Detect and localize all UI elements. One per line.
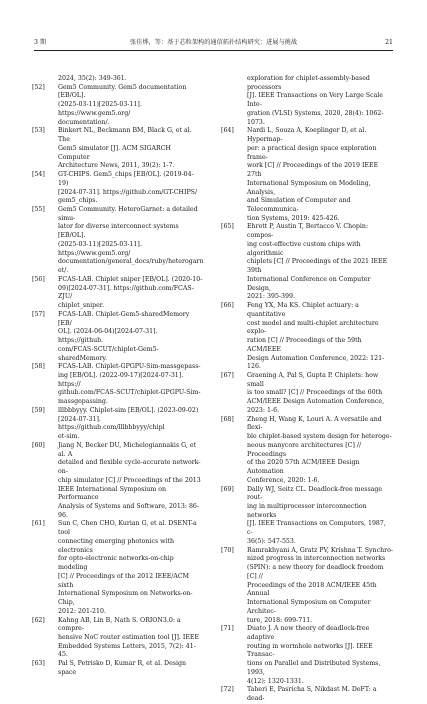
reference-line bbox=[32, 171, 204, 188]
reference-number: [58] bbox=[32, 363, 45, 371]
reference-number: [55] bbox=[32, 206, 45, 214]
reference-text: et-sim. bbox=[58, 433, 80, 441]
reference-text: lllbbbyyy. Chiplet-sim [EB/OL]. (2023-09-02) bbox=[58, 406, 199, 414]
reference-text: ing cost-effective custom chips with algorithmic bbox=[247, 240, 361, 257]
reference-text: FCAS-LAB. Chiplet-Gem5-sharedMemory [EB/ bbox=[58, 310, 190, 327]
reference-number bbox=[32, 477, 58, 486]
reference-line bbox=[221, 241, 393, 258]
reference-number bbox=[221, 433, 247, 442]
reference-number bbox=[221, 660, 247, 677]
reference-line bbox=[221, 617, 393, 626]
reference-line bbox=[32, 660, 204, 677]
reference-text: gration (VLSI) Systems, 2020, 28(4): 1062-1073. bbox=[247, 109, 384, 126]
reference-number: [67] bbox=[221, 371, 234, 379]
reference-line bbox=[221, 75, 393, 92]
reference-line bbox=[32, 538, 204, 555]
reference-line bbox=[221, 215, 393, 224]
reference-number bbox=[221, 215, 247, 224]
reference-number: [60] bbox=[32, 441, 45, 449]
reference-line bbox=[32, 346, 204, 363]
reference-line bbox=[221, 398, 393, 407]
reference-number bbox=[221, 503, 247, 520]
reference-line bbox=[32, 442, 204, 459]
reference-text: Gem5 simulator [J]. ACM SIGARCH Computer bbox=[58, 144, 171, 161]
reference-line bbox=[221, 459, 393, 476]
reference-text: (2025-03-11)[2025-03-11]. https://www.gem5.org/ bbox=[58, 240, 142, 257]
reference-text: and Simulation of Computer and Telecommunica- bbox=[247, 197, 351, 214]
reference-line bbox=[221, 320, 393, 337]
reference-number bbox=[221, 92, 247, 109]
reference-number bbox=[221, 538, 247, 547]
reference-number: [62] bbox=[32, 616, 45, 624]
reference-number bbox=[32, 119, 58, 128]
reference-line bbox=[32, 285, 204, 302]
header-rule bbox=[34, 50, 393, 51]
reference-number bbox=[221, 459, 247, 476]
reference-line bbox=[32, 477, 204, 486]
reference-line bbox=[221, 145, 393, 162]
reference-line bbox=[221, 643, 393, 660]
reference-line bbox=[32, 101, 204, 118]
reference-number bbox=[32, 398, 58, 407]
references-left-column bbox=[32, 75, 204, 678]
reference-line bbox=[32, 75, 204, 84]
reference-line bbox=[32, 84, 204, 101]
page-number: 21 bbox=[385, 39, 393, 46]
reference-number: [63] bbox=[32, 660, 45, 668]
reference-text: (2025-03-11)[2025-03-11]. https://www.gem5.org/ bbox=[58, 101, 142, 117]
reference-text: neous manycore architectures [C] // Proceedings bbox=[247, 441, 362, 458]
reference-line bbox=[221, 372, 393, 389]
reference-line bbox=[221, 555, 393, 564]
reference-text: GT-CHIPS. Gem5_chips [EB/OL]. (2019-04-19) bbox=[58, 171, 194, 187]
reference-number bbox=[32, 643, 58, 660]
reference-line bbox=[32, 407, 204, 416]
reference-line bbox=[221, 389, 393, 398]
reference-line bbox=[32, 573, 204, 590]
reference-text: 4(12): 1320-1331. bbox=[247, 677, 304, 685]
reference-number: [70] bbox=[221, 546, 234, 554]
reference-number bbox=[32, 555, 58, 572]
reference-line bbox=[32, 590, 204, 607]
reference-line bbox=[32, 372, 204, 389]
reference-line bbox=[221, 110, 393, 127]
reference-line bbox=[32, 416, 204, 433]
reference-number: [64] bbox=[221, 127, 234, 135]
reference-text: of the 2020 57th ACM/IEEE Design Automation bbox=[247, 459, 360, 476]
reference-text: exploration for chiplet-assembly-based processors bbox=[247, 75, 370, 91]
reference-number bbox=[221, 293, 247, 302]
reference-line bbox=[32, 162, 204, 171]
reference-text: Taheri E, Pasricha S, Nikdast M. DeFT: a dead- bbox=[247, 686, 377, 703]
reference-number: [65] bbox=[221, 223, 234, 231]
reference-line bbox=[32, 608, 204, 617]
reference-number bbox=[221, 337, 247, 354]
reference-text: Sun C, Chen CHO, Kurian G, et al. DSENT-a tool bbox=[58, 520, 197, 537]
reference-text: com/FCAS-SCUT/chiplet-Gem5-sharedMemory. bbox=[58, 345, 159, 362]
reference-line bbox=[221, 564, 393, 581]
reference-line bbox=[32, 311, 204, 328]
reference-text: Feng YX, Ma KS. Chiplet actuary: a quantitative bbox=[247, 302, 359, 318]
reference-line bbox=[221, 503, 393, 520]
reference-text: Design Automation Conference, 2022: 121-126. bbox=[247, 354, 385, 371]
reference-number bbox=[221, 477, 247, 486]
reference-text: International Conference on Computer Design, bbox=[247, 275, 371, 292]
reference-text: detailed and flexible cycle-accurate network-on- bbox=[58, 459, 201, 476]
reference-number bbox=[221, 643, 247, 660]
reference-line bbox=[221, 302, 393, 319]
reference-number: [56] bbox=[32, 275, 45, 283]
reference-line bbox=[221, 293, 393, 302]
reference-text: 2021: 395-399. bbox=[247, 293, 295, 301]
reference-text: chiplet_sniper. bbox=[58, 302, 105, 310]
running-title: 张佳烨，等：基于芯粒架构的通信拓扑结构研究：进展与挑战 bbox=[129, 39, 298, 46]
reference-line bbox=[32, 197, 204, 206]
page-header bbox=[34, 37, 393, 49]
reference-line bbox=[32, 241, 204, 258]
reference-text: ing [EB/OL]. (2022-09-17)[2024-07-31]. https:// bbox=[58, 371, 184, 388]
reference-number bbox=[32, 416, 58, 433]
reference-text: [2024-07-31]. https://github.com/lllbbbyyy/chipl bbox=[58, 415, 165, 432]
reference-line bbox=[221, 276, 393, 293]
reference-text: Jiang N, Becker DU, Michelogiannakis G, et al. A bbox=[58, 441, 197, 458]
reference-number: [57] bbox=[32, 310, 45, 318]
reference-text: documentation/. bbox=[58, 118, 110, 126]
reference-number bbox=[32, 389, 58, 398]
reference-text: Proceedings of the 2018 ACM/IEEE 45th Annual bbox=[247, 581, 377, 598]
reference-text: documentation/general_docs/ruby/heterogarnet/. bbox=[58, 258, 204, 275]
reference-text: International Symposium on Computer Architec- bbox=[247, 599, 371, 615]
reference-line bbox=[32, 119, 204, 128]
reference-number bbox=[221, 389, 247, 398]
reference-text: github.com/FCAS-SCUT/chiplet-GPGPU-Sim- bbox=[58, 389, 201, 397]
reference-line bbox=[32, 206, 204, 223]
reference-number bbox=[221, 407, 247, 416]
reference-line bbox=[221, 625, 393, 642]
reference-text: International Symposium on Modeling, Analysis, bbox=[247, 179, 371, 196]
reference-text: 2023: 1-6. bbox=[247, 406, 280, 414]
reference-text: chiplets [C] // Proceedings of the 2021 IEEE 39th bbox=[247, 258, 388, 275]
reference-text: 36(5): 547-553. bbox=[247, 537, 296, 545]
reference-number bbox=[32, 75, 58, 84]
reference-line bbox=[221, 520, 393, 537]
reference-text: 09)[2024-07-31]. https://github.com/FCAS-ZJU/ bbox=[58, 284, 194, 301]
reference-line bbox=[32, 634, 204, 643]
reference-line bbox=[32, 617, 204, 634]
reference-line bbox=[221, 223, 393, 240]
reference-line bbox=[221, 180, 393, 197]
reference-line bbox=[32, 555, 204, 572]
reference-text: Pal S, Petrisko D, Kumar R, et al. Design space bbox=[58, 660, 186, 676]
reference-line bbox=[32, 223, 204, 240]
reference-text: ture, 2018: 699-711. bbox=[247, 616, 313, 624]
reference-line bbox=[221, 355, 393, 372]
reference-text: Zheng H, Wang K, Louri A. A versatile and flexi- bbox=[247, 415, 382, 432]
reference-number: [72] bbox=[221, 686, 234, 694]
reference-text: OL]. (2024-06-04)[2024-07-31]. https://github. bbox=[58, 328, 158, 345]
reference-line bbox=[32, 503, 204, 520]
reference-number: [52] bbox=[32, 83, 45, 91]
reference-text: Graening A, Pal S, Gupta P. Chiplets: how small bbox=[247, 371, 379, 388]
reference-text: 2024, 35(2): 349-361. bbox=[58, 75, 127, 82]
reference-number bbox=[221, 320, 247, 337]
reference-number bbox=[32, 189, 58, 198]
reference-text: Nardi L, Souza A, Koeplinger D, et al. Hypermap- bbox=[247, 127, 367, 144]
reference-text: Analysis of Systems and Software, 2013: 86-96. bbox=[58, 502, 200, 519]
reference-line bbox=[221, 477, 393, 486]
reference-number: [53] bbox=[32, 127, 45, 135]
reference-text: IEEE International Symposium on Performance bbox=[58, 485, 167, 502]
reference-number bbox=[221, 617, 247, 626]
reference-number bbox=[32, 608, 58, 617]
reference-line bbox=[221, 660, 393, 677]
reference-number: [59] bbox=[32, 406, 45, 414]
reference-text: chip simulator [C] // Proceedings of the 2013 bbox=[58, 476, 201, 484]
reference-text: ACM/IEEE Design Automation Conference, bbox=[247, 398, 385, 406]
reference-line bbox=[32, 486, 204, 503]
reference-text: Dally WJ, Seitz CL. Deadlock-free message rout- bbox=[247, 485, 383, 502]
reference-text: Gem5 Community. HeteroGarnet: a detailed simu- bbox=[58, 206, 198, 222]
reference-text: Ehrett P, Austin T, Bertacco V. Chopin: compos- bbox=[247, 223, 369, 240]
reference-text: work [C] // Proceedings of the 2019 IEEE 27th bbox=[247, 162, 379, 179]
reference-number bbox=[221, 678, 247, 687]
reference-number bbox=[221, 258, 247, 275]
reference-text: per: a practical design space exploration frame- bbox=[247, 144, 377, 161]
reference-text: cost model and multi-chiplet architecture explo- bbox=[247, 319, 379, 336]
reference-line bbox=[221, 127, 393, 144]
reference-text: [2024-07-31]. https://github.com/GT-CHIPS/ bbox=[58, 188, 198, 196]
reference-text: massgepassing. bbox=[58, 398, 108, 406]
reference-line bbox=[32, 302, 204, 311]
reference-number bbox=[221, 442, 247, 459]
reference-line bbox=[32, 127, 204, 144]
reference-text: lator for diverse interconnect systems [EB/OL]. bbox=[58, 223, 179, 240]
reference-line bbox=[221, 599, 393, 616]
reference-number bbox=[221, 398, 247, 407]
reference-text: nized progress in interconnection networks bbox=[247, 555, 386, 563]
reference-line bbox=[32, 258, 204, 275]
reference-text: Architecture News, 2011, 39(2): 1-7. bbox=[58, 162, 175, 170]
reference-line bbox=[221, 678, 393, 687]
reference-text: tion Systems, 2019: 425-426. bbox=[247, 214, 340, 222]
reference-text: for opto-electronic networks-on-chip modeling bbox=[58, 555, 174, 572]
reference-text: 2012: 201-210. bbox=[58, 607, 106, 615]
reference-text: FCAS-LAB. Chiplet sniper [EB/OL]. (2020-10- bbox=[58, 275, 203, 283]
reference-number bbox=[221, 355, 247, 372]
reference-number bbox=[221, 582, 247, 599]
reference-text: is too small? [C] // Proceedings of the 60th bbox=[247, 389, 383, 397]
reference-text: Conference, 2020: 1-6. bbox=[247, 476, 320, 484]
reference-line bbox=[32, 433, 204, 442]
reference-text: ing in multiprocessor interconnection networks bbox=[247, 502, 367, 519]
reference-number: [61] bbox=[32, 520, 45, 528]
reference-line bbox=[221, 197, 393, 214]
reference-text: ble chiplet-based system design for heteroge- bbox=[247, 433, 392, 441]
reference-text: Duato J. A new theory of deadlock-free adaptive bbox=[247, 625, 370, 641]
reference-text: Kahng AB, Lin B, Nath S. ORION3.0: a compre- bbox=[58, 616, 181, 633]
reference-text: hensive NoC router estimation tool [J]. IEEE bbox=[58, 634, 200, 641]
reference-line bbox=[32, 520, 204, 537]
reference-text: routing in wormhole networks [J]. IEEE Transac- bbox=[247, 642, 373, 659]
reference-number bbox=[32, 372, 58, 389]
reference-number bbox=[221, 276, 247, 293]
reference-number bbox=[32, 573, 58, 590]
reference-number bbox=[32, 223, 58, 240]
issue-number: 3 期 bbox=[34, 39, 47, 46]
reference-text: gem5_chips. bbox=[58, 197, 98, 205]
reference-line bbox=[32, 328, 204, 345]
references-right-column bbox=[221, 75, 393, 704]
reference-number bbox=[32, 258, 58, 275]
reference-number bbox=[221, 110, 247, 127]
reference-number bbox=[221, 75, 247, 92]
reference-line bbox=[221, 582, 393, 599]
reference-line bbox=[221, 407, 393, 416]
reference-line bbox=[32, 459, 204, 476]
reference-number bbox=[221, 241, 247, 258]
reference-number bbox=[32, 433, 58, 442]
reference-number bbox=[221, 180, 247, 197]
reference-number bbox=[32, 285, 58, 302]
reference-number: [54] bbox=[32, 171, 45, 179]
reference-number bbox=[221, 555, 247, 564]
reference-line bbox=[221, 258, 393, 275]
reference-line bbox=[221, 433, 393, 442]
reference-number bbox=[221, 162, 247, 179]
reference-text: connecting emerging photonics with electronics bbox=[58, 537, 175, 554]
reference-text: FCAS-LAB. Chiplet-GPGPU-Sim-massgepass- bbox=[58, 363, 201, 371]
reference-number: [69] bbox=[221, 485, 234, 493]
reference-text: Gem5 Community. Gem5 documentation [EB/OL]. bbox=[58, 83, 187, 100]
reference-text: Embedded Systems Letters, 2015, 7(2): 41-45. bbox=[58, 642, 196, 659]
reference-number bbox=[221, 564, 247, 581]
reference-number bbox=[221, 197, 247, 214]
reference-number: [71] bbox=[221, 625, 234, 633]
reference-number bbox=[32, 241, 58, 258]
reference-line bbox=[221, 92, 393, 109]
reference-text: ration [C] // Proceedings of the 59th ACM/IEEE bbox=[247, 337, 362, 353]
reference-line bbox=[32, 189, 204, 198]
reference-number bbox=[32, 503, 58, 520]
reference-number bbox=[32, 486, 58, 503]
reference-number bbox=[32, 346, 58, 363]
reference-line bbox=[221, 547, 393, 556]
reference-line bbox=[32, 398, 204, 407]
reference-line bbox=[221, 538, 393, 547]
reference-number bbox=[221, 599, 247, 616]
reference-line bbox=[221, 442, 393, 459]
reference-text: Binkert NL, Beckmann BM, Black G, et al. The bbox=[58, 127, 192, 144]
reference-number bbox=[32, 197, 58, 206]
reference-line bbox=[32, 145, 204, 162]
reference-number bbox=[32, 328, 58, 345]
reference-line bbox=[221, 162, 393, 179]
reference-number bbox=[221, 520, 247, 537]
reference-text: [J]. IEEE Transactions on Very Large Scale Inte- bbox=[247, 92, 384, 109]
reference-line bbox=[221, 486, 393, 503]
reference-number bbox=[32, 101, 58, 118]
reference-line bbox=[32, 276, 204, 285]
reference-line bbox=[221, 337, 393, 354]
reference-text: [C] // Proceedings of the 2012 IEEE/ACM sixth bbox=[58, 572, 190, 589]
reference-number bbox=[32, 590, 58, 607]
reference-line bbox=[32, 363, 204, 372]
reference-number bbox=[32, 459, 58, 476]
reference-number: [66] bbox=[221, 302, 234, 310]
reference-text: tions on Parallel and Distributed Systems, 1993, bbox=[247, 660, 381, 676]
reference-number bbox=[32, 634, 58, 643]
reference-text: (SPIN): a new theory for deadlock freedom [C] // bbox=[247, 564, 384, 580]
reference-text: [J]. IEEE Transactions on Computers, 1987, c- bbox=[247, 520, 386, 537]
reference-number bbox=[32, 302, 58, 311]
reference-line bbox=[32, 389, 204, 398]
reference-number: [68] bbox=[221, 415, 234, 423]
reference-line bbox=[32, 643, 204, 660]
reference-text: International Symposium on Networks-on-Chip, bbox=[58, 590, 193, 607]
reference-number bbox=[221, 145, 247, 162]
reference-line bbox=[221, 416, 393, 433]
reference-number bbox=[32, 145, 58, 162]
reference-line bbox=[221, 686, 393, 703]
reference-text: Ramrakhyani A, Gratz PV, Krishna T. Synchro- bbox=[247, 546, 393, 554]
reference-number bbox=[32, 162, 58, 171]
reference-number bbox=[32, 538, 58, 555]
